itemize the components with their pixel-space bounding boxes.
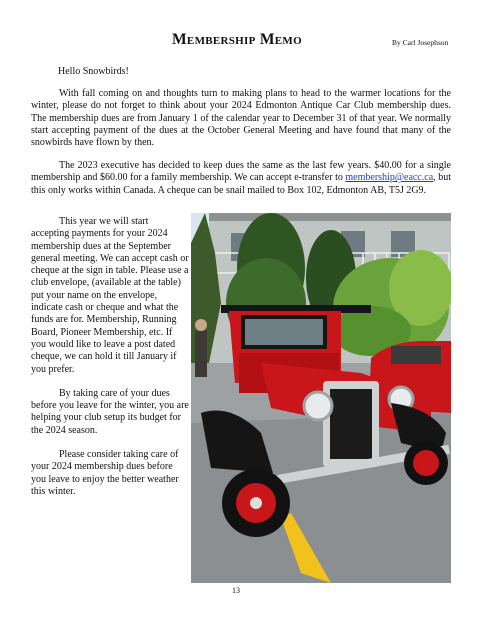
paragraph-text: , but this only works within Canada. A cheque can be snail mailed to Box 102, Edmonton AB, T5J 2G9.	[31, 172, 451, 196]
left-column	[31, 216, 189, 510]
paragraph-text: The 2023 executive has decided to keep dues the same as the last few years. $40.00 for a single membership and $60.00 for a family membership. We can accept e-transfer to	[31, 160, 451, 184]
paragraph-before-winter: By taking care of your dues before you leave for the winter, you are helping your club setup its budget for the 2024 season.	[31, 387, 189, 436]
car-illustration	[191, 213, 451, 583]
antique-car-photo	[191, 213, 451, 583]
paragraph-consider-dues: Please consider taking care of your 2024 membership dues before you leave to enjoy the better weather this winter.	[31, 449, 179, 497]
paragraph-dues-amounts	[31, 160, 451, 197]
paragraph-september-payments: This year we will start accepting payments for your 2024 membership dues at the September general meeting. We can accept cash or cheque at the sign in table. Please use a club envelope, (available at the table) put your name on the envelope, indicate cash or cheque and what the funds are for. Membership, Running Board, Pioneer Membership, etc. If you would like to leave a post dated cheque, we can hold it till January if you prefer.	[31, 216, 189, 375]
email-link[interactable]: membership@eacc.ca	[345, 172, 434, 184]
greeting: Hello Snowbirds!	[58, 66, 129, 77]
page-title: Membership Memo	[172, 31, 302, 48]
paragraph-dues-reminder: With fall coming on and thoughts turn to making plans to head to the warmer locations for the winter, please do not forget to think about your 2024 Edmonton Antique Car Club membership dues. The membership dues are from January 1 of the calendar year to December 31 of that year. We normally start accepting payment of the dues at the October General Meeting and have found that many of the snowbirds have flown by then.	[31, 88, 451, 149]
page-number: 13	[232, 586, 240, 595]
author-byline: By Carl Josephson	[392, 38, 449, 47]
